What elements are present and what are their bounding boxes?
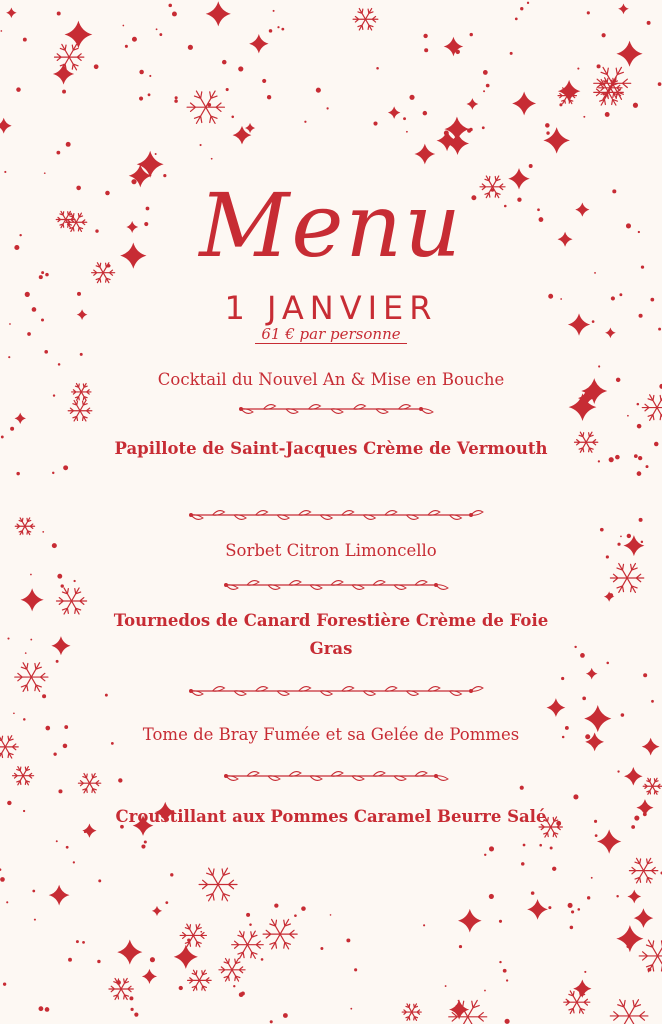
snow-dot: [0, 877, 5, 882]
snow-dot: [548, 906, 551, 909]
snowflake-icon: [188, 970, 212, 990]
sparkle-star-icon: [206, 1, 231, 26]
snow-dot: [499, 961, 501, 963]
snow-dot: [1, 436, 4, 439]
snow-dot: [129, 996, 133, 1000]
snow-dot: [159, 33, 162, 36]
sparkle-star-icon: [584, 705, 611, 732]
sparkle-star-icon: [142, 969, 157, 984]
snow-dot: [66, 846, 69, 849]
snow-dot: [423, 111, 427, 115]
snowflake-icon: [109, 978, 133, 999]
sparkle-star-icon: [174, 945, 198, 969]
snow-dot: [520, 7, 523, 10]
snowflake-icon: [263, 919, 297, 949]
snow-dot: [584, 971, 586, 973]
snow-dot: [82, 941, 85, 944]
snow-dot: [634, 454, 638, 458]
snow-dot: [64, 725, 68, 729]
menu-title: Menu: [199, 174, 463, 277]
snow-dot: [562, 736, 565, 739]
snow-dot: [658, 82, 662, 86]
snow-dot: [641, 541, 643, 543]
snow-dot: [139, 70, 144, 75]
snow-dot: [455, 50, 459, 54]
snow-dot: [616, 378, 621, 383]
snow-dot: [654, 442, 658, 446]
snow-dot: [62, 90, 66, 94]
sparkle-star-icon: [414, 144, 435, 165]
snowflake-icon: [72, 384, 91, 401]
sparkle-star-icon: [245, 123, 255, 133]
snow-dot: [23, 718, 26, 721]
snow-dot: [45, 1007, 50, 1012]
snow-dot: [539, 844, 542, 847]
snowflake-icon: [564, 991, 590, 1014]
snow-dot: [626, 945, 629, 948]
snow-dot: [165, 901, 168, 904]
sparkle-star-icon: [0, 118, 12, 134]
snow-dot: [484, 854, 486, 856]
sparkle-star-icon: [597, 829, 621, 853]
snow-dot: [568, 903, 573, 908]
snow-dot: [638, 456, 642, 460]
snow-dot: [226, 88, 229, 91]
snow-dot: [56, 151, 60, 155]
snow-dot: [646, 465, 649, 468]
leaf-divider: [0, 766, 662, 786]
snowflake-icon: [353, 9, 378, 30]
snowflake-icon: [187, 91, 224, 123]
snow-dot: [144, 840, 147, 843]
snow-dot: [301, 906, 306, 911]
snow-dot: [52, 543, 57, 548]
snow-dot: [208, 103, 212, 107]
sparkle-star-icon: [512, 92, 536, 116]
snow-dot: [376, 67, 379, 70]
snow-dot: [602, 33, 606, 37]
snow-dot: [489, 846, 494, 851]
snow-dot: [179, 986, 183, 990]
snow-dot: [149, 75, 151, 77]
snow-dot: [122, 25, 124, 27]
snow-dot: [150, 957, 155, 962]
sparkle-star-icon: [634, 908, 654, 928]
snow-dot: [605, 112, 610, 117]
leaf-divider: [0, 399, 662, 419]
snow-dot: [58, 789, 62, 793]
snow-dot: [559, 103, 562, 106]
snow-dot: [175, 96, 178, 99]
snow-dot: [66, 142, 71, 147]
snow-dot: [45, 273, 49, 277]
sparkle-star-icon: [117, 940, 142, 965]
snow-dot: [521, 862, 525, 866]
snowflake-icon: [199, 868, 237, 901]
snow-dot: [577, 908, 580, 911]
course-cocktail: Cocktail du Nouvel An & Mise en Bouche: [157, 370, 505, 389]
course-sorbet: Sorbet Citron Limoncello: [225, 541, 437, 560]
snow-dot: [615, 455, 620, 460]
snow-dot: [583, 116, 585, 118]
snowflake-icon: [639, 940, 662, 972]
snow-dot: [527, 2, 529, 4]
price-label: 61 € par personne: [255, 327, 406, 344]
snow-dot: [459, 945, 462, 948]
snow-dot: [80, 353, 83, 356]
snow-dot: [597, 64, 601, 68]
sparkle-star-icon: [49, 885, 70, 906]
snow-dot: [406, 131, 408, 133]
sparkle-star-icon: [6, 8, 16, 18]
course-papillote: Papillote de Saint-Jacques Crème de Vermouth: [114, 439, 548, 458]
snow-dot: [241, 992, 245, 996]
snow-dot: [577, 68, 579, 70]
sparkle-star-icon: [458, 909, 482, 933]
snowflake-icon: [575, 432, 598, 452]
snow-dot: [7, 637, 9, 639]
snow-dot: [550, 846, 553, 849]
snow-dot: [130, 1008, 133, 1011]
sparkle-star-icon: [636, 799, 653, 816]
snow-dot: [16, 87, 20, 91]
snow-dot: [346, 938, 350, 942]
snow-dot: [233, 985, 235, 987]
course-tome: Tome de Bray Fumée et sa Gelée de Pommes: [142, 725, 520, 744]
sparkle-star-icon: [65, 21, 93, 49]
sparkle-star-icon: [444, 37, 464, 57]
snow-dot: [552, 867, 556, 871]
snow-dot: [76, 940, 79, 943]
snow-dot: [565, 726, 569, 730]
snow-dot: [231, 116, 234, 119]
snow-dot: [598, 365, 600, 367]
snow-dot: [409, 95, 414, 100]
snow-dot: [294, 914, 297, 917]
snow-dot: [423, 924, 425, 926]
snow-dot: [304, 121, 306, 123]
snow-dot: [16, 472, 19, 475]
snow-dot: [44, 172, 46, 174]
snow-dot: [270, 1020, 273, 1023]
snow-dot: [330, 914, 332, 916]
snow-dot: [591, 877, 593, 879]
snow-dot: [620, 536, 622, 538]
snow-dot: [503, 969, 507, 973]
snow-dot: [23, 38, 27, 42]
snow-dot: [484, 990, 486, 992]
snow-dot: [423, 34, 427, 38]
snow-dot: [58, 363, 61, 366]
snow-dot: [510, 52, 513, 55]
snow-dot: [273, 10, 275, 12]
snow-dot: [277, 26, 279, 28]
snow-dot: [326, 107, 328, 109]
snow-dot: [598, 460, 600, 462]
snowflake-icon: [55, 44, 84, 69]
snow-dot: [211, 158, 213, 160]
snow-dot: [316, 88, 321, 93]
snow-dot: [281, 28, 284, 31]
snow-dot: [3, 982, 6, 985]
snow-dot: [444, 131, 449, 136]
snow-dot: [39, 275, 43, 279]
snow-dot: [188, 45, 193, 50]
sparkle-star-icon: [527, 899, 548, 920]
menu-date: 1 JANVIER: [224, 289, 438, 327]
snow-dot: [187, 938, 190, 941]
snow-dot: [482, 126, 485, 129]
snowflake-icon: [232, 931, 263, 958]
snow-dot: [520, 786, 524, 790]
snow-dot: [125, 45, 128, 48]
snow-dot: [606, 662, 609, 665]
snowflake-icon: [629, 858, 657, 883]
snow-dot: [238, 66, 243, 71]
leaf-divider: [0, 681, 662, 701]
snow-dot: [267, 95, 271, 99]
snow-dot: [53, 752, 56, 755]
snow-dot: [424, 48, 428, 52]
snow-dot: [483, 70, 488, 75]
snow-dot: [116, 980, 121, 985]
snow-dot: [172, 12, 177, 17]
snowflake-icon: [219, 959, 245, 982]
snow-dot: [531, 891, 535, 895]
snow-dot: [10, 427, 14, 431]
snow-dot: [139, 96, 143, 100]
snow-dot: [545, 123, 550, 128]
snow-dot: [249, 923, 252, 926]
snow-dot: [486, 84, 490, 88]
snow-dot: [587, 11, 590, 14]
snow-dot: [483, 90, 485, 92]
snow-dot: [621, 713, 625, 717]
snow-dot: [403, 117, 406, 120]
sparkle-star-icon: [82, 824, 96, 838]
snow-dot: [170, 873, 173, 876]
snow-dot: [574, 646, 576, 648]
snow-dot: [269, 29, 273, 33]
snow-dot: [23, 810, 25, 812]
snow-dot: [647, 968, 651, 972]
snow-dot: [63, 744, 68, 749]
snow-dot: [573, 794, 578, 799]
snow-dot: [42, 531, 44, 533]
snow-dot: [350, 1008, 352, 1010]
snow-dot: [261, 958, 264, 961]
sparkle-star-icon: [618, 3, 629, 14]
sparkle-star-icon: [586, 668, 598, 680]
snow-dot: [570, 926, 574, 930]
snow-dot: [148, 93, 151, 96]
snow-dot: [505, 1019, 510, 1024]
snow-dot: [609, 457, 614, 462]
sparkle-star-icon: [627, 890, 641, 904]
snow-dot: [595, 834, 598, 837]
snow-dot: [8, 356, 10, 358]
snow-dot: [174, 99, 178, 103]
sparkle-star-icon: [467, 98, 479, 110]
snow-dot: [354, 968, 357, 971]
snow-dot: [39, 1006, 44, 1011]
snow-dot: [594, 272, 596, 274]
snow-dot: [274, 904, 278, 908]
snow-dot: [529, 164, 533, 168]
snow-dot: [98, 879, 101, 882]
snow-dot: [200, 931, 202, 933]
snow-dot: [7, 801, 11, 805]
course-croustillant: Croustillant aux Pommes Caramel Beurre Salé: [115, 807, 547, 826]
snowflake-icon: [180, 924, 206, 947]
sparkle-star-icon: [53, 63, 74, 84]
sparkle-star-icon: [51, 636, 70, 655]
snow-dot: [25, 652, 27, 654]
snow-dot: [262, 79, 266, 83]
snow-dot: [546, 131, 549, 134]
snow-dot: [134, 1013, 138, 1017]
snow-dot: [56, 660, 59, 663]
snow-dot: [52, 472, 54, 474]
snow-dot: [561, 677, 564, 680]
snow-dot: [30, 639, 32, 641]
snow-dot: [445, 985, 447, 987]
snow-dot: [34, 919, 36, 921]
snow-dot: [141, 844, 145, 848]
course-tournedos: Tournedos de Canard Forestière Crème de Foie Gras: [113, 611, 549, 658]
snow-dot: [0, 868, 1, 871]
snow-dot: [637, 424, 642, 429]
snow-dot: [489, 894, 494, 899]
snowflake-icon: [610, 1000, 648, 1024]
snow-dot: [631, 825, 635, 829]
sparkle-star-icon: [388, 106, 400, 118]
snow-dot: [637, 471, 642, 476]
snow-dot: [643, 673, 647, 677]
snow-dot: [647, 21, 651, 25]
snow-dot: [41, 271, 44, 274]
snowflake-icon: [402, 1004, 421, 1020]
snow-dot: [627, 534, 631, 538]
sparkle-star-icon: [642, 738, 660, 756]
snow-dot: [499, 920, 502, 923]
snow-dot: [470, 33, 473, 36]
snow-dot: [0, 30, 2, 32]
snow-dot: [600, 528, 604, 532]
snow-dot: [97, 960, 100, 963]
snow-dot: [132, 37, 137, 42]
snow-dot: [73, 861, 75, 863]
sparkle-star-icon: [152, 906, 162, 916]
snow-dot: [580, 653, 585, 658]
snow-dot: [13, 712, 15, 714]
snow-dot: [68, 958, 72, 962]
snow-dot: [4, 171, 6, 173]
snow-dot: [155, 153, 157, 155]
sparkle-star-icon: [616, 41, 642, 67]
leaf-divider: [0, 575, 662, 595]
snow-dot: [373, 121, 377, 125]
snow-dot: [556, 821, 561, 826]
snow-dot: [156, 28, 158, 30]
snow-dot: [320, 947, 323, 950]
snow-dot: [53, 394, 55, 396]
snow-dot: [587, 896, 590, 899]
snow-dot: [168, 4, 172, 8]
snow-dot: [283, 1013, 288, 1018]
snow-dot: [56, 840, 58, 842]
snow-dot: [571, 910, 574, 913]
menu-price: [0, 327, 662, 344]
snow-dot: [246, 913, 250, 917]
snow-dot: [63, 465, 68, 470]
snow-dot: [585, 734, 590, 739]
snow-dot: [57, 12, 61, 16]
snow-dot: [222, 60, 227, 65]
snow-dot: [515, 18, 518, 21]
snow-dot: [199, 144, 201, 146]
snow-dot: [6, 901, 8, 903]
snow-dot: [163, 174, 166, 177]
snow-dot: [523, 844, 526, 847]
sparkle-star-icon: [543, 127, 570, 154]
snow-dot: [616, 895, 618, 897]
sparkle-star-icon: [616, 925, 643, 952]
snow-dot: [633, 103, 638, 108]
leaf-divider: [0, 505, 662, 525]
snow-dot: [594, 820, 597, 823]
snow-dot: [45, 726, 50, 731]
sparkle-star-icon: [623, 535, 644, 556]
snow-dot: [32, 890, 35, 893]
snow-dot: [617, 543, 620, 546]
snowflake-icon: [0, 736, 18, 758]
snow-dot: [94, 64, 99, 69]
sparkle-star-icon: [249, 34, 268, 53]
snow-dot: [44, 350, 48, 354]
snow-dot: [634, 815, 639, 820]
snow-dot: [506, 979, 508, 981]
snow-dot: [606, 555, 609, 558]
